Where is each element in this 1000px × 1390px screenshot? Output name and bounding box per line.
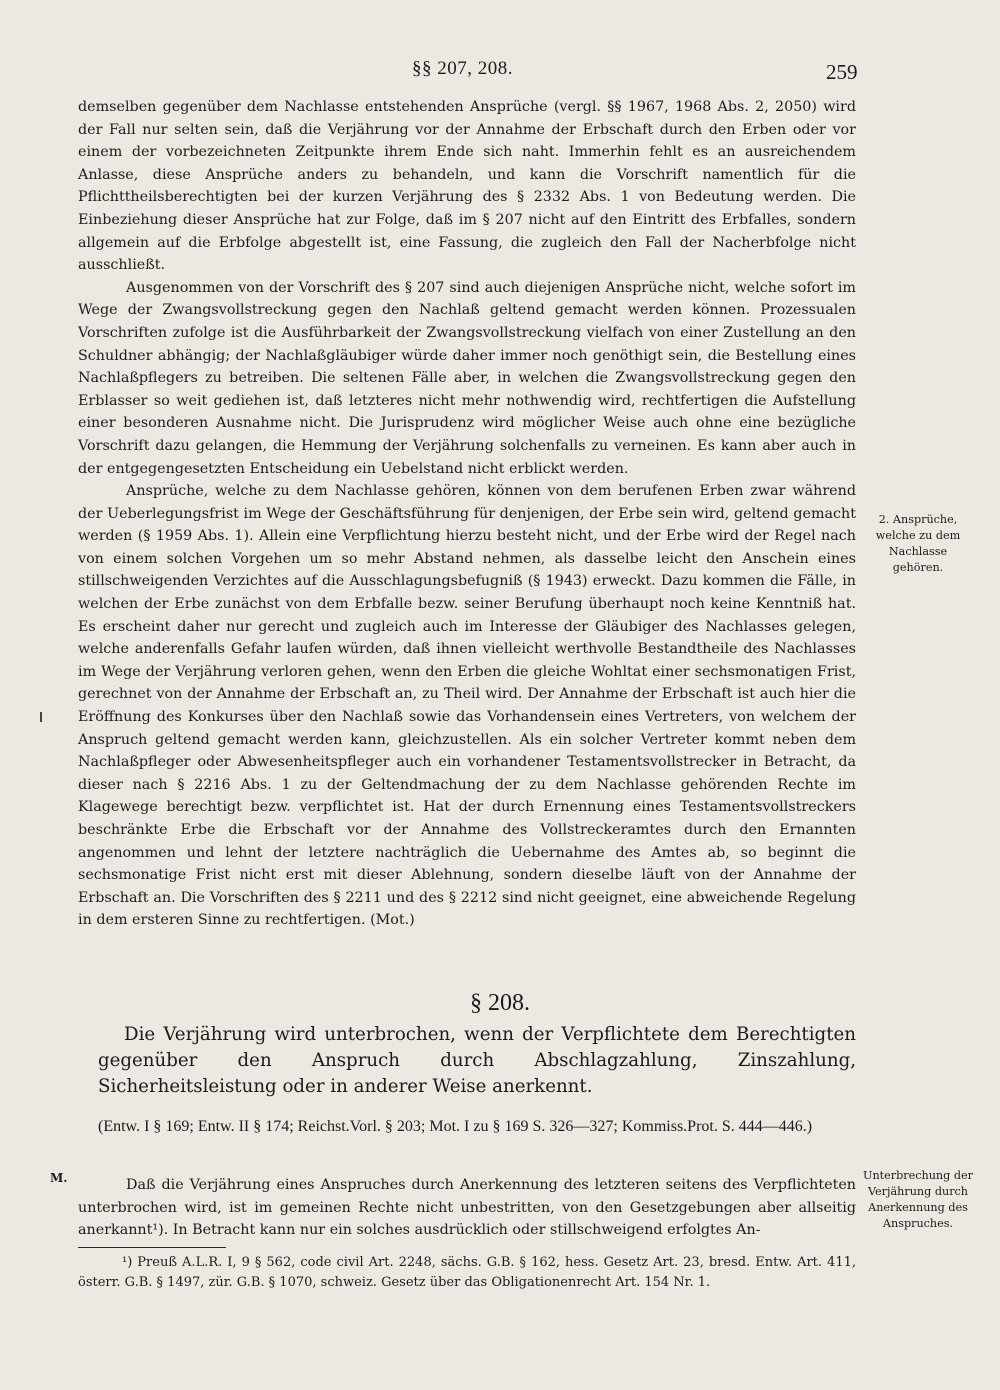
footnote-divider	[78, 1247, 226, 1248]
running-head	[0, 58, 1000, 88]
source-references: (Entw. I § 169; Entw. II § 174; Reichst.Vorl. § 203; Mot. I zu § 169 S. 326—327; Kommiss.Prot. S. 444—446.)	[98, 1118, 813, 1135]
body-text	[78, 96, 856, 932]
paragraph-3: Ansprüche, welche zu dem Nachlasse gehören, können von dem berufenen Erben zwar während der Ueberlegungsfrist im Wege der Geschäftsführung für denjenigen, der Erbe sein wird, geltend gemacht werden (§ 1959 Abs. 1). Allein eine Verpflichtung hierzu besteht nicht, und der Erbe wird der Regel nach von einem solchen Vorgehen um so mehr Abstand nehmen, als dasselbe leicht den Anschein eines stillschweigenden Verzichtes auf die Ausschlagungsbefugniß (§ 1943) erweckt. Dazu kommen die Fälle, in welchen der Erbe zunächst von dem Erbfalle bezw. seiner Berufung überhaupt noch keine Kenntniß hat. Es erscheint daher nur gerecht und zugleich auch im Interesse der Gläubiger des Nachlasses gelegen, welche anderenfalls Gefahr laufen würden, daß ihnen vielleicht werthvolle Bestandtheile des Nachlasses im Wege der Verjährung verloren gehen, wenn den Erben die gleiche Wohltat einer sechsmonatigen Frist, gerechnet von der Annahme der Erbschaft an, zu Theil wird. Der Annahme der Erbschaft ist auch hier die Eröffnung des Konkurses über den Nachlaß sowie das Vorhandensein eines Vertreters, von welchem der Anspruch geltend gemacht werden kann, gleichzustellen. Als ein solcher Vertreter kommt neben dem Nachlaßpfleger oder Abwesenheitspfleger auch ein vorhandener Testamentsvollstrecker in Betracht, da dieser nach § 2216 Abs. 1 zu der Geltendmachung der zu dem Nachlasse gehörenden Rechte im Klagewege berechtigt bezw. verpflichtet ist. Hat der durch Ernennung eines Testamentsvollstreckers beschränkte Erbe die Erbschaft vor der Annahme des Vollstreckeramtes durch den Ernannten angenommen und lehnt der letztere nachträglich die Uebernahme des Amtes ab, so beginnt die sechsmonatige Frist nicht erst mit dieser Ablehnung, sondern dieselbe läuft von der Annahme der Erbschaft an. Die Vorschriften des § 2211 und des § 2212 sind nicht geeignet, eine abweichende Regelung in dem ersteren Sinne zu rechtfertigen. (Mot.)	[78, 483, 856, 929]
footnote-text: ¹) Preuß A.L.R. I, 9 § 562, code civil Art. 2248, sächs. G.B. § 162, hess. Gesetz Art. 23, bresd. Entw. Art. 411, österr. G.B. § 1497, zür. G.B. § 1070, schweiz. Gesetz über das Obligationenrecht Art. 154 Nr. 1.	[78, 1255, 856, 1290]
paragraph-2: Ausgenommen von der Vorschrift des § 207 sind auch diejenigen Ansprüche nicht, welche sofort im Wege der Zwangsvollstreckung gegen den Nachlaß geltend gemacht werden können. Prozessualen Vorschriften zufolge ist die Ausführbarkeit der Zwangsvollstreckung vielfach von einer Zustellung an den Schuldner abhängig; der Nachlaßgläubiger würde daher immer noch genöthigt sein, die Bestellung eines Nachlaßpflegers zu betreiben. Die seltenen Fälle aber, in welchen die Zwangsvollstreckung gegen den Erblasser so weit gediehen ist, daß letzteres nicht mehr nothwendig wird, rechtfertigen die Aufstellung einer besonderen Ausnahme nicht. Die Jurisprudenz wird möglicher Weise auch ohne eine bezügliche Vorschrift dazu gelangen, die Hemmung der Verjährung solchenfalls zu verneinen. Es kann aber auch in der entgegengesetzten Entscheidung ein Uebelstand nicht erblickt werden.	[78, 279, 856, 477]
page-number: 259	[826, 60, 858, 84]
section-heading: § 208.	[470, 990, 530, 1016]
margin-note-interruption: Unterbrechung der Verjährung durch Anerkennung des Anspruches.	[863, 1169, 973, 1230]
statute-paragraph: Die Verjährung wird unterbrochen, wenn der Verpflichtete dem Berechtigten gegenüber den Anspruch durch Abschlagzahlung, Zinszahlung, Sicherheitsleistung oder in anderer Weise anerkennt.	[98, 1024, 856, 1097]
running-head-sections: §§ 207, 208.	[412, 58, 513, 79]
paragraph-1: demselben gegenüber dem Nachlasse entstehenden Ansprüche (vergl. §§ 1967, 1968 Abs. 2, 2050) wird der Fall nur selten sein, daß die Verjährung vor der Annahme der Erbschaft durch den Erben oder vor einem der vorbezeichneten Zeitpunkte ihrem Ende sich naht. Immerhin fehlt es an ausreichendem Anlasse, diese Ansprüche anders zu behandeln, und kann die Vorschrift namentlich für die Pflichttheilsberechtigten bei der kurzen Verjährung des § 2332 Abs. 1 von Bedeutung werden. Die Einbeziehung dieser Ansprüche hat zur Folge, daß im § 207 nicht auf den Eintritt des Erbfalles, sondern allgemein auf die Erbfolge abgestellt ist, eine Fassung, die zugleich den Fall der Nacherbfolge nicht ausschließt.	[78, 99, 856, 274]
statute-text	[98, 1022, 856, 1100]
stray-mark	[40, 712, 42, 722]
motive-text	[78, 1174, 856, 1242]
margin-note-claims-of-estate: 2. Ansprüche, welche zu dem Nachlasse gehören.	[875, 513, 961, 574]
footnote	[78, 1253, 856, 1292]
motive-paragraph: Daß die Verjährung eines Anspruches durch Anerkennung des letzteren seitens des Verpflichteten unterbrochen wird, ist im gemeinen Rechte nicht unbestritten, von den Gesetzgebungen aber allseitig anerkannt¹). In Betracht kann nur ein solches ausdrücklich oder stillschweigend erfolgtes An-	[78, 1177, 856, 1239]
motive-marker: M.	[50, 1171, 68, 1185]
